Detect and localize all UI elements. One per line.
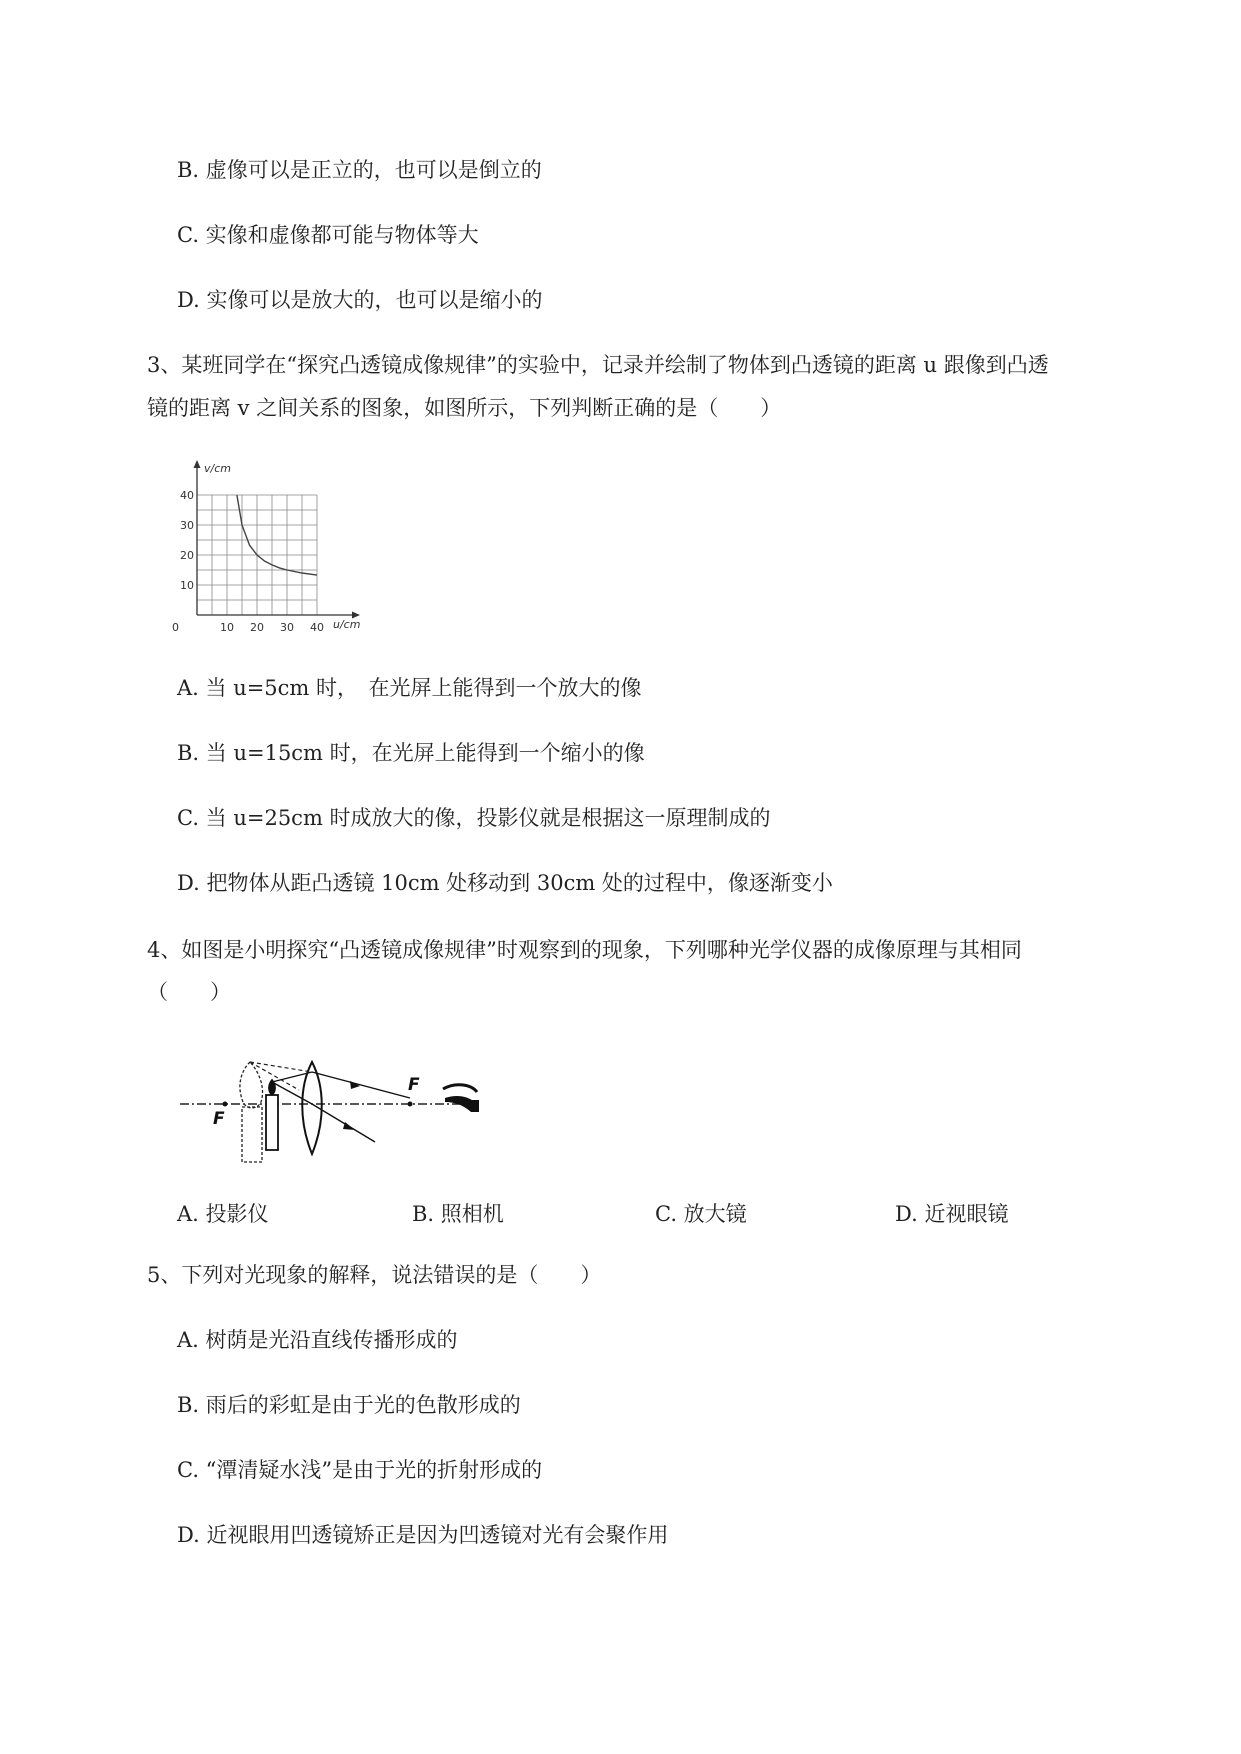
q3-option-b: B. 当 u=15cm 时，在光屏上能得到一个缩小的像: [177, 741, 645, 765]
x-tick-label: 10: [220, 621, 234, 634]
q4-option-c: C. 放大镜: [655, 1202, 747, 1226]
y-axis-label: v/cm: [204, 462, 231, 475]
uv-curve: [237, 495, 317, 575]
q3-option-d: D. 把物体从距凸透镜 10cm 处移动到 30cm 处的过程中，像逐渐变小: [177, 871, 833, 895]
q2-option-b: B. 虚像可以是正立的，也可以是倒立的: [177, 158, 542, 182]
q5-stem: 5、下列对光现象的解释，说法错误的是（ ）: [147, 1263, 602, 1287]
q4-stem-line2: （ ）: [147, 980, 231, 1004]
q2-option-d: D. 实像可以是放大的，也可以是缩小的: [177, 288, 543, 312]
q2-option-c: C. 实像和虚像都可能与物体等大: [177, 223, 479, 247]
x-tick-label: 0: [172, 621, 179, 634]
uv-graph-axes: [194, 460, 361, 619]
q3-stem-line2: 镜的距离 v 之间关系的图象，如图所示，下列判断正确的是（ ）: [147, 396, 782, 420]
q5-option-c: C. “潭清疑水浅”是由于光的折射形成的: [177, 1458, 543, 1482]
x-tick-label: 40: [310, 621, 324, 634]
q3-option-a: A. 当 u=5cm 时， 在光屏上能得到一个放大的像: [177, 676, 642, 700]
focal-point-right-label: F: [408, 1075, 420, 1095]
q3-option-c: C. 当 u=25cm 时成放大的像，投影仪就是根据这一原理制成的: [177, 806, 771, 830]
q5-option-a: A. 树荫是光沿直线传播形成的: [177, 1328, 458, 1352]
candle-object: [266, 1080, 278, 1150]
q4-option-d: D. 近视眼镜: [895, 1202, 1009, 1226]
x-tick-label: 20: [250, 621, 264, 634]
uv-graph: [170, 455, 380, 640]
q5-option-b: B. 雨后的彩虹是由于光的色散形成的: [177, 1393, 521, 1417]
y-tick-label: 10: [180, 579, 194, 592]
virtual-image: [240, 1062, 263, 1162]
q4-stem-line1: 4、如图是小明探究“凸透镜成像规律”时观察到的现象，下列哪种光学仪器的成像原理与其相同: [147, 938, 1022, 962]
y-tick-label: 20: [180, 549, 194, 562]
focal-point-left-label: F: [213, 1109, 225, 1129]
x-tick-label: 30: [280, 621, 294, 634]
q5-option-d: D. 近视眼用凹透镜矫正是因为凹透镜对光有会聚作用: [177, 1523, 669, 1547]
eye-icon: [443, 1085, 479, 1112]
y-tick-label: 40: [180, 489, 194, 502]
q3-stem-line1: 3、某班同学在“探究凸透镜成像规律”的实验中，记录并绘制了物体到凸透镜的距离 u 跟像到凸透: [147, 353, 1049, 377]
q4-option-a: A. 投影仪: [177, 1202, 269, 1226]
light-rays: [272, 1072, 410, 1142]
q4-option-b: B. 照相机: [412, 1202, 504, 1226]
lens-diagram: [175, 1052, 495, 1167]
x-axis-label: u/cm: [333, 618, 361, 631]
y-tick-label: 30: [180, 519, 194, 532]
